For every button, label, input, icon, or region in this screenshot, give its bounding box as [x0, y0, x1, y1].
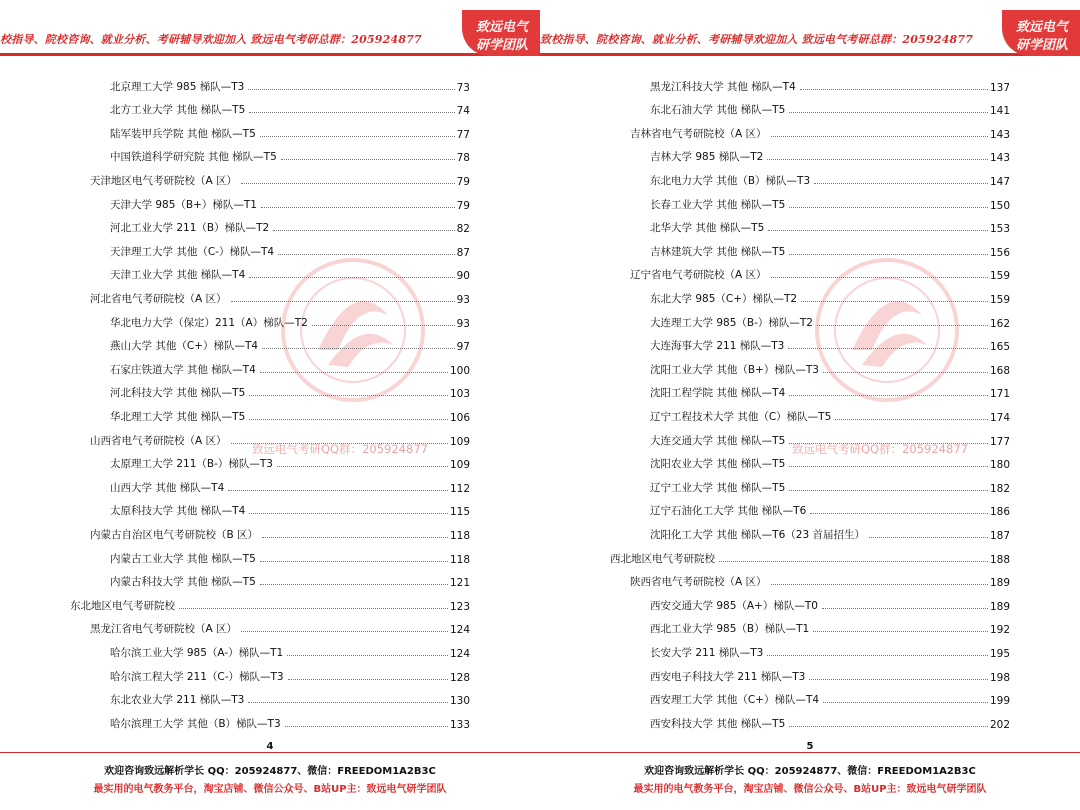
- toc-entry[interactable]: [110, 94, 470, 118]
- toc-entry-title: 华北电力大学（保定）211（A）梯队—T2: [110, 316, 308, 329]
- toc-entry[interactable]: [650, 471, 1010, 495]
- toc-entry-page: 112: [449, 482, 470, 495]
- toc-entry[interactable]: [110, 212, 470, 236]
- toc-entry-title: 太原科技大学 其他 梯队—T4: [110, 505, 246, 518]
- toc-entry-page: 73: [456, 81, 470, 94]
- toc-entry[interactable]: [650, 400, 1010, 424]
- toc-leader-dots: [800, 88, 988, 90]
- badge-line-1: 致远电气: [1016, 20, 1069, 35]
- toc-leader-dots: [248, 701, 448, 703]
- toc-entry[interactable]: [650, 94, 1010, 118]
- toc-entry[interactable]: [110, 259, 470, 283]
- toc-leader-dots: [249, 111, 454, 113]
- toc-entry-page: 93: [456, 317, 470, 330]
- toc-entry-page: 128: [449, 671, 470, 684]
- badge-line-1: 致远电气: [476, 20, 529, 35]
- toc-leader-dots: [817, 324, 988, 326]
- toc-entry-page: 74: [456, 105, 470, 118]
- toc-entry-title: 东北大学 985（C+）梯队—T2: [650, 292, 798, 305]
- toc-leader-dots: [260, 560, 448, 562]
- toc-entry-title: 哈尔滨工业大学 985（A-）梯队—T1: [110, 646, 284, 659]
- toc-entry-page: 168: [989, 364, 1010, 377]
- toc-entry-title: 西安科技大学 其他 梯队—T5: [650, 717, 786, 730]
- toc-entry-page: 147: [989, 175, 1010, 188]
- toc-entry-title: 北京理工大学 985 梯队—T3: [110, 80, 245, 93]
- toc-entry-page: 186: [989, 506, 1010, 519]
- toc-leader-dots: [789, 489, 988, 491]
- toc-entry-page: 153: [989, 223, 1010, 236]
- watermark-group-text: 致远电气考研QQ群：205924877: [792, 442, 968, 456]
- header-banner-text: 致校指导、院校咨询、就业分析、考研辅导欢迎加入 致远电气考研总群：205924877: [540, 33, 974, 46]
- toc-entry-page: 100: [449, 364, 470, 377]
- toc-entry[interactable]: [110, 542, 470, 566]
- toc-entry-page: 124: [449, 647, 470, 660]
- toc-entry-title: 辽宁工业大学 其他 梯队—T5: [650, 481, 786, 494]
- toc-entry-title: 河北科技大学 其他 梯队—T5: [110, 387, 246, 400]
- toc-entry-title: 东北电力大学 其他（B）梯队—T3: [650, 174, 811, 187]
- toc-entry-title: 吉林大学 985 梯队—T2: [650, 151, 764, 164]
- toc-leader-dots: [771, 135, 988, 137]
- toc-entry-title: 内蒙古工业大学 其他 梯队—T5: [110, 552, 256, 565]
- toc-entry-title: 天津工业大学 其他 梯队—T4: [110, 269, 246, 282]
- toc-leader-dots: [788, 347, 988, 349]
- toc-entry-page: 150: [989, 199, 1010, 212]
- toc-entry-page: 156: [989, 246, 1010, 259]
- toc-entry[interactable]: [650, 636, 1010, 660]
- toc-entry-title: 东北石油大学 其他 梯队—T5: [650, 104, 786, 117]
- header-badge: [462, 10, 540, 56]
- toc-leader-dots: [771, 583, 988, 585]
- toc-entry[interactable]: [90, 424, 470, 448]
- toc-entry-page: 109: [449, 459, 470, 472]
- toc-leader-dots: [823, 371, 988, 373]
- toc-entry-title: 河北省电气考研院校（A 区）: [90, 292, 227, 305]
- footer-contact: 欢迎咨询致远解析学长 QQ：205924877、微信：FREEDOM1A2B3C: [104, 766, 436, 777]
- toc-entry-title: 北方工业大学 其他 梯队—T5: [110, 104, 246, 117]
- toc-entry[interactable]: [650, 707, 1010, 731]
- header-rule: [0, 53, 540, 56]
- header-badge: [1002, 10, 1080, 56]
- toc-entry[interactable]: [110, 707, 470, 731]
- toc-entry[interactable]: [110, 141, 470, 165]
- toc-entry[interactable]: [630, 117, 1010, 141]
- toc-leader-dots: [809, 678, 988, 680]
- toc-entry-title: 大连海事大学 211 梯队—T3: [650, 340, 785, 353]
- toc-entry-page: 202: [989, 718, 1010, 731]
- toc-leader-dots: [260, 371, 448, 373]
- toc-entry[interactable]: [650, 282, 1010, 306]
- toc-entry-title: 河北工业大学 211（B）梯队—T2: [110, 222, 270, 235]
- toc-leader-dots: [767, 158, 988, 160]
- toc-leader-dots: [789, 206, 988, 208]
- toc-entry[interactable]: [650, 613, 1010, 637]
- toc-entry-title: 西北工业大学 985（B）梯队—T1: [650, 623, 810, 636]
- toc-entry-page: 180: [989, 459, 1010, 472]
- toc-entry[interactable]: [650, 141, 1010, 165]
- toc-entry[interactable]: [650, 306, 1010, 330]
- toc-entry[interactable]: [110, 235, 470, 259]
- toc-entry[interactable]: [90, 518, 470, 542]
- toc-leader-dots: [260, 583, 448, 585]
- toc-entry[interactable]: [110, 448, 470, 472]
- toc-leader-dots: [789, 725, 988, 727]
- toc-entry[interactable]: [650, 589, 1010, 613]
- toc-leader-dots: [249, 512, 448, 514]
- toc-entry[interactable]: [650, 518, 1010, 542]
- toc-entry[interactable]: [110, 684, 470, 708]
- watermark-group-text: 致远电气考研QQ群：205924877: [252, 442, 428, 456]
- toc-leader-dots: [273, 229, 454, 231]
- toc-entry[interactable]: [110, 471, 470, 495]
- toc-entry-title: 吉林建筑大学 其他 梯队—T5: [650, 245, 786, 258]
- toc-leader-dots: [231, 442, 448, 444]
- toc-entry-title: 中国铁道科学研究院 其他 梯队—T5: [110, 151, 277, 164]
- toc-entry-page: 171: [989, 388, 1010, 401]
- toc-entry-title: 山西省电气考研院校（A 区）: [90, 434, 227, 447]
- header-rule: [540, 53, 1080, 56]
- toc-entry-title: 大连交通大学 其他 梯队—T5: [650, 434, 786, 447]
- toc-leader-dots: [241, 182, 455, 184]
- toc-entry-title: 吉林省电气考研院校（A 区）: [630, 127, 767, 140]
- toc-entry-title: 西安交通大学 985（A+）梯队—T0: [650, 599, 818, 612]
- toc-entry[interactable]: [650, 235, 1010, 259]
- toc-leader-dots: [789, 442, 988, 444]
- toc-entry-page: 124: [449, 624, 470, 637]
- toc-entry-page: 106: [449, 411, 470, 424]
- badge-line-2: 研学团队: [1016, 38, 1069, 53]
- toc-entry-page: 78: [456, 152, 470, 165]
- toc-entry-title: 东北农业大学 211 梯队—T3: [110, 694, 245, 707]
- toc-entry[interactable]: [650, 424, 1010, 448]
- toc-entry-title: 沈阳农业大学 其他 梯队—T5: [650, 458, 786, 471]
- toc-leader-dots: [249, 394, 448, 396]
- toc-entry-title: 黑龙江科技大学 其他 梯队—T4: [650, 80, 796, 93]
- toc-leader-dots: [789, 111, 988, 113]
- toc-leader-dots: [801, 300, 988, 302]
- toc-entry-title: 天津理工大学 其他（C-）梯队—T4: [110, 245, 275, 258]
- toc-leader-dots: [789, 465, 988, 467]
- toc-entry-title: 内蒙古科技大学 其他 梯队—T5: [110, 576, 256, 589]
- toc-leader-dots: [312, 324, 455, 326]
- toc-entry-title: 沈阳工业大学 其他（B+）梯队—T3: [650, 363, 819, 376]
- toc-leader-dots: [767, 654, 988, 656]
- toc-entry-page: 199: [989, 695, 1010, 708]
- toc-entry-page: 159: [989, 293, 1010, 306]
- toc-entry-page: 177: [989, 435, 1010, 448]
- toc-leader-dots: [262, 347, 455, 349]
- toc-leader-dots: [249, 276, 454, 278]
- toc-entry-title: 长春工业大学 其他 梯队—T5: [650, 198, 786, 211]
- toc-entry-page: 143: [989, 152, 1010, 165]
- toc-entry-title: 陕西省电气考研院校（A 区）: [630, 576, 767, 589]
- toc-entry[interactable]: [110, 660, 470, 684]
- toc-entry-title: 大连理工大学 985（B-）梯队—T2: [650, 316, 813, 329]
- toc-leader-dots: [789, 394, 988, 396]
- toc-entry[interactable]: [650, 212, 1010, 236]
- toc-entry-title: 天津大学 985（B+）梯队—T1: [110, 198, 257, 211]
- toc-entry-title: 燕山大学 其他（C+）梯队—T4: [110, 340, 259, 353]
- toc-entry-page: 79: [456, 175, 470, 188]
- toc-entry-page: 133: [449, 718, 470, 731]
- toc-entry-title: 北华大学 其他 梯队—T5: [650, 222, 765, 235]
- toc-entry-page: 97: [456, 341, 470, 354]
- page-number: 4: [266, 741, 274, 752]
- toc-entry[interactable]: [110, 377, 470, 401]
- toc-entry-page: 165: [989, 341, 1010, 354]
- toc-entry-page: 195: [989, 647, 1010, 660]
- toc-entry-page: 174: [989, 411, 1010, 424]
- toc-entry-page: 182: [989, 482, 1010, 495]
- footer-rule: [0, 752, 540, 753]
- toc-entry-page: 141: [989, 105, 1010, 118]
- badge-line-2: 研学团队: [476, 38, 529, 53]
- toc-leader-dots: [287, 654, 448, 656]
- toc-entry[interactable]: [650, 448, 1010, 472]
- toc-entry[interactable]: [650, 353, 1010, 377]
- toc-entry-page: 77: [456, 128, 470, 141]
- toc-entry-title: 太原理工大学 211（B-）梯队—T3: [110, 458, 273, 471]
- toc-leader-dots: [810, 512, 988, 514]
- toc-entry-title: 沈阳化工大学 其他 梯队—T6（23 首届招生）: [650, 528, 865, 541]
- toc-entry-page: 130: [449, 695, 470, 708]
- toc-leader-dots: [281, 158, 455, 160]
- toc-entry[interactable]: [650, 495, 1010, 519]
- toc-entry-page: 118: [449, 553, 470, 566]
- toc-leader-dots: [277, 465, 448, 467]
- toc-entry-title: 西北地区电气考研院校: [610, 552, 715, 565]
- footer-slogan: 最实用的电气教务平台，淘宝店铺、微信公众号、B站UP主：致远电气研学团队: [93, 784, 447, 795]
- toc-entry[interactable]: [90, 613, 470, 637]
- toc-entry-title: 天津地区电气考研院校（A 区）: [90, 174, 238, 187]
- toc-leader-dots: [228, 489, 448, 491]
- toc-leader-dots: [231, 300, 455, 302]
- toc-entry[interactable]: [90, 164, 470, 188]
- toc-entry-page: 87: [456, 246, 470, 259]
- toc-leader-dots: [285, 725, 448, 727]
- toc-entry-title: 石家庄铁道大学 其他 梯队—T4: [110, 363, 256, 376]
- toc-leader-dots: [822, 607, 988, 609]
- toc-entry-title: 辽宁工程技术大学 其他（C）梯队—T5: [650, 410, 832, 423]
- page-number: 5: [806, 741, 814, 752]
- toc-entry[interactable]: [650, 330, 1010, 354]
- toc-leader-dots: [869, 536, 988, 538]
- toc-entry-page: 103: [449, 388, 470, 401]
- toc-entry[interactable]: [610, 542, 1010, 566]
- toc-entry[interactable]: [110, 70, 470, 94]
- toc-entry[interactable]: [650, 188, 1010, 212]
- toc-entry[interactable]: [110, 566, 470, 590]
- toc-leader-dots: [262, 536, 448, 538]
- toc-entry[interactable]: [110, 400, 470, 424]
- toc-leader-dots: [179, 607, 448, 609]
- toc-entry[interactable]: [110, 353, 470, 377]
- toc-leader-dots: [261, 206, 455, 208]
- toc-entry-title: 东北地区电气考研院校: [70, 599, 175, 612]
- toc-leader-dots: [248, 88, 454, 90]
- toc-entry-page: 189: [989, 577, 1010, 590]
- toc-entry-page: 93: [456, 293, 470, 306]
- toc-entry[interactable]: [110, 117, 470, 141]
- toc-entry-title: 陆军装甲兵学院 其他 梯队—T5: [110, 127, 256, 140]
- toc-entry-page: 187: [989, 529, 1010, 542]
- toc-entry-page: 118: [449, 529, 470, 542]
- toc-entry-page: 121: [449, 577, 470, 590]
- toc-entry[interactable]: [90, 282, 470, 306]
- toc-entry-page: 162: [989, 317, 1010, 330]
- toc-leader-dots: [719, 560, 988, 562]
- toc-entry-title: 山西大学 其他 梯队—T4: [110, 481, 225, 494]
- toc-leader-dots: [288, 678, 448, 680]
- toc-entry[interactable]: [630, 259, 1010, 283]
- toc-entry[interactable]: [630, 566, 1010, 590]
- footer-rule: [540, 752, 1080, 753]
- toc-entry-title: 沈阳工程学院 其他 梯队—T4: [650, 387, 786, 400]
- toc-leader-dots: [771, 276, 988, 278]
- toc-leader-dots: [260, 135, 455, 137]
- toc-entry-title: 内蒙古自治区电气考研院校（B 区）: [90, 528, 259, 541]
- toc-entry[interactable]: [110, 306, 470, 330]
- toc-leader-dots: [823, 701, 988, 703]
- toc-entry-title: 辽宁省电气考研院校（A 区）: [630, 269, 767, 282]
- toc-leader-dots: [835, 418, 988, 420]
- toc-entry-title: 华北理工大学 其他 梯队—T5: [110, 410, 246, 423]
- toc-entry[interactable]: [650, 684, 1010, 708]
- toc-entry[interactable]: [110, 188, 470, 212]
- toc-leader-dots: [814, 182, 988, 184]
- toc-entry-page: 109: [449, 435, 470, 448]
- toc-entry-title: 黑龙江省电气考研院校（A 区）: [90, 623, 238, 636]
- footer-slogan: 最实用的电气教务平台，淘宝店铺、微信公众号、B站UP主：致远电气研学团队: [633, 784, 987, 795]
- toc-entry-page: 143: [989, 128, 1010, 141]
- toc-entry[interactable]: [650, 377, 1010, 401]
- toc-entry-page: 115: [449, 506, 470, 519]
- toc-entry[interactable]: [650, 660, 1010, 684]
- toc-entry-title: 长安大学 211 梯队—T3: [650, 646, 764, 659]
- toc-leader-dots: [278, 253, 455, 255]
- toc-entry[interactable]: [650, 164, 1010, 188]
- toc-entry[interactable]: [110, 330, 470, 354]
- toc-leader-dots: [813, 630, 988, 632]
- toc-entry-title: 西安电子科技大学 211 梯队—T3: [650, 670, 806, 683]
- footer-contact: 欢迎咨询致远解析学长 QQ：205924877、微信：FREEDOM1A2B3C: [644, 766, 976, 777]
- toc-entry[interactable]: [110, 495, 470, 519]
- header-banner-text: 校指导、院校咨询、就业分析、考研辅导欢迎加入 致远电气考研总群：205924877: [0, 33, 422, 46]
- toc-entry-page: 192: [989, 624, 1010, 637]
- toc-entry-title: 辽宁石油化工大学 其他 梯队—T6: [650, 505, 807, 518]
- toc-leader-dots: [768, 229, 988, 231]
- toc-leader-dots: [249, 418, 448, 420]
- toc-entry-page: 90: [456, 270, 470, 283]
- toc-entry-page: 137: [989, 81, 1010, 94]
- toc-entry[interactable]: [110, 636, 470, 660]
- toc-entry-page: 159: [989, 270, 1010, 283]
- toc-entry-title: 哈尔滨工程大学 211（C-）梯队—T3: [110, 670, 284, 683]
- toc-entry-page: 123: [449, 600, 470, 613]
- toc-entry[interactable]: [650, 70, 1010, 94]
- toc-entry-page: 188: [989, 553, 1010, 566]
- toc-leader-dots: [241, 630, 448, 632]
- right-page: [540, 0, 1080, 810]
- toc-entry-page: 82: [456, 223, 470, 236]
- toc-entry-title: 哈尔滨理工大学 其他（B）梯队—T3: [110, 717, 281, 730]
- toc-entry-page: 198: [989, 671, 1010, 684]
- toc-entry-title: 西安理工大学 其他（C+）梯队—T4: [650, 694, 820, 707]
- toc-entry[interactable]: [70, 589, 470, 613]
- toc-entry-page: 189: [989, 600, 1010, 613]
- toc-leader-dots: [789, 253, 988, 255]
- toc-entry-page: 79: [456, 199, 470, 212]
